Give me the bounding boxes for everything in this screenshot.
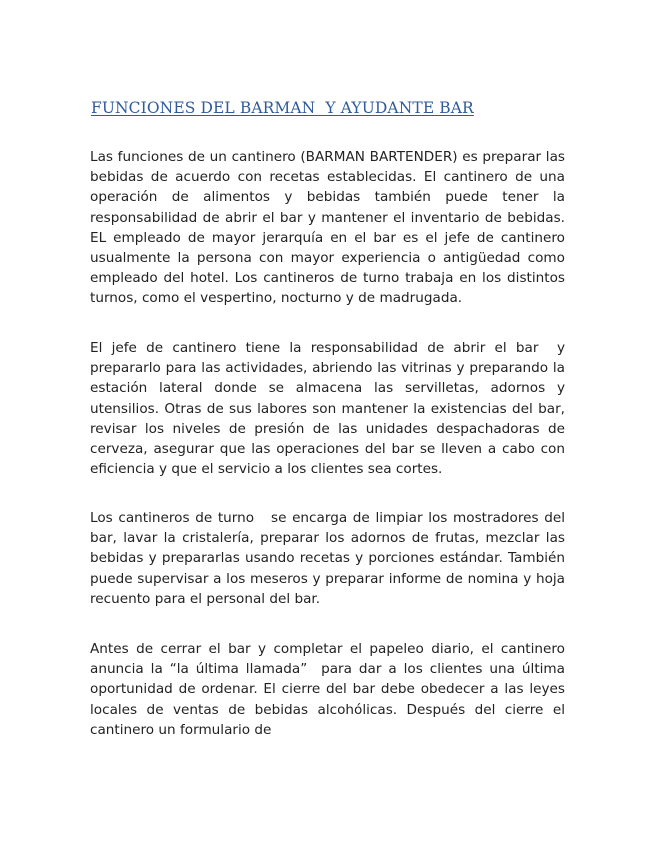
paragraph-text: Antes de cerrar el bar y completar el papeleo diario, el cantinero anuncia la “la última llamada” para dar a los clientes una última oportunidad de ordenar. El cierre del bar debe obedecer a las leyes locales de ventas de bebidas alcohólicas. Después del cierre el cantinero un formulario de (90, 641, 570, 738)
page-title: FUNCIONES DEL BARMAN Y AYUDANTE BAR (91, 99, 474, 117)
paragraph-text: Las funciones de un cantinero (BARMAN BARTENDER) es preparar las bebidas de acuerdo con recetas establecidas. El cantinero de una operación de alimentos y bebidas también puede tener la responsabilidad de abrir el bar y mantener el inventario de bebidas. EL empleado de mayor jerarquía en el bar es el jefe de cantinero usualmente la persona con mayor experiencia o antigüedad como empleado del hotel. Los cantineros de turno trabaja en los distintos turnos, como el vespertino, nocturno y de madrugada. (90, 149, 570, 307)
paragraph-3 (90, 508, 570, 609)
paragraph-2 (90, 338, 570, 479)
paragraph-text: El jefe de cantinero tiene la responsabilidad de abrir el bar y prepararlo para las actividades, abriendo las vitrinas y preparando la estación lateral donde se almacena las servilletas, adornos y utensilios. Otras de sus labores son mantener la existencias del bar, revisar los niveles de presión de las unidades despachadoras de cerveza, asegurar que las operaciones del bar se lleven a cabo con eficiencia y que el servicio a los clientes sea cortes. (90, 340, 570, 478)
paragraph-4 (90, 639, 570, 740)
paragraph-text: Los cantineros de turno se encarga de limpiar los mostradores del bar, lavar la cristalería, preparar los adornos de frutas, mezclar las bebidas y prepararlas usando recetas y porciones estándar. También puede supervisar a los meseros y preparar informe de nomina y hoja recuento para el personal del bar. (90, 510, 570, 607)
paragraph-1 (90, 147, 570, 309)
